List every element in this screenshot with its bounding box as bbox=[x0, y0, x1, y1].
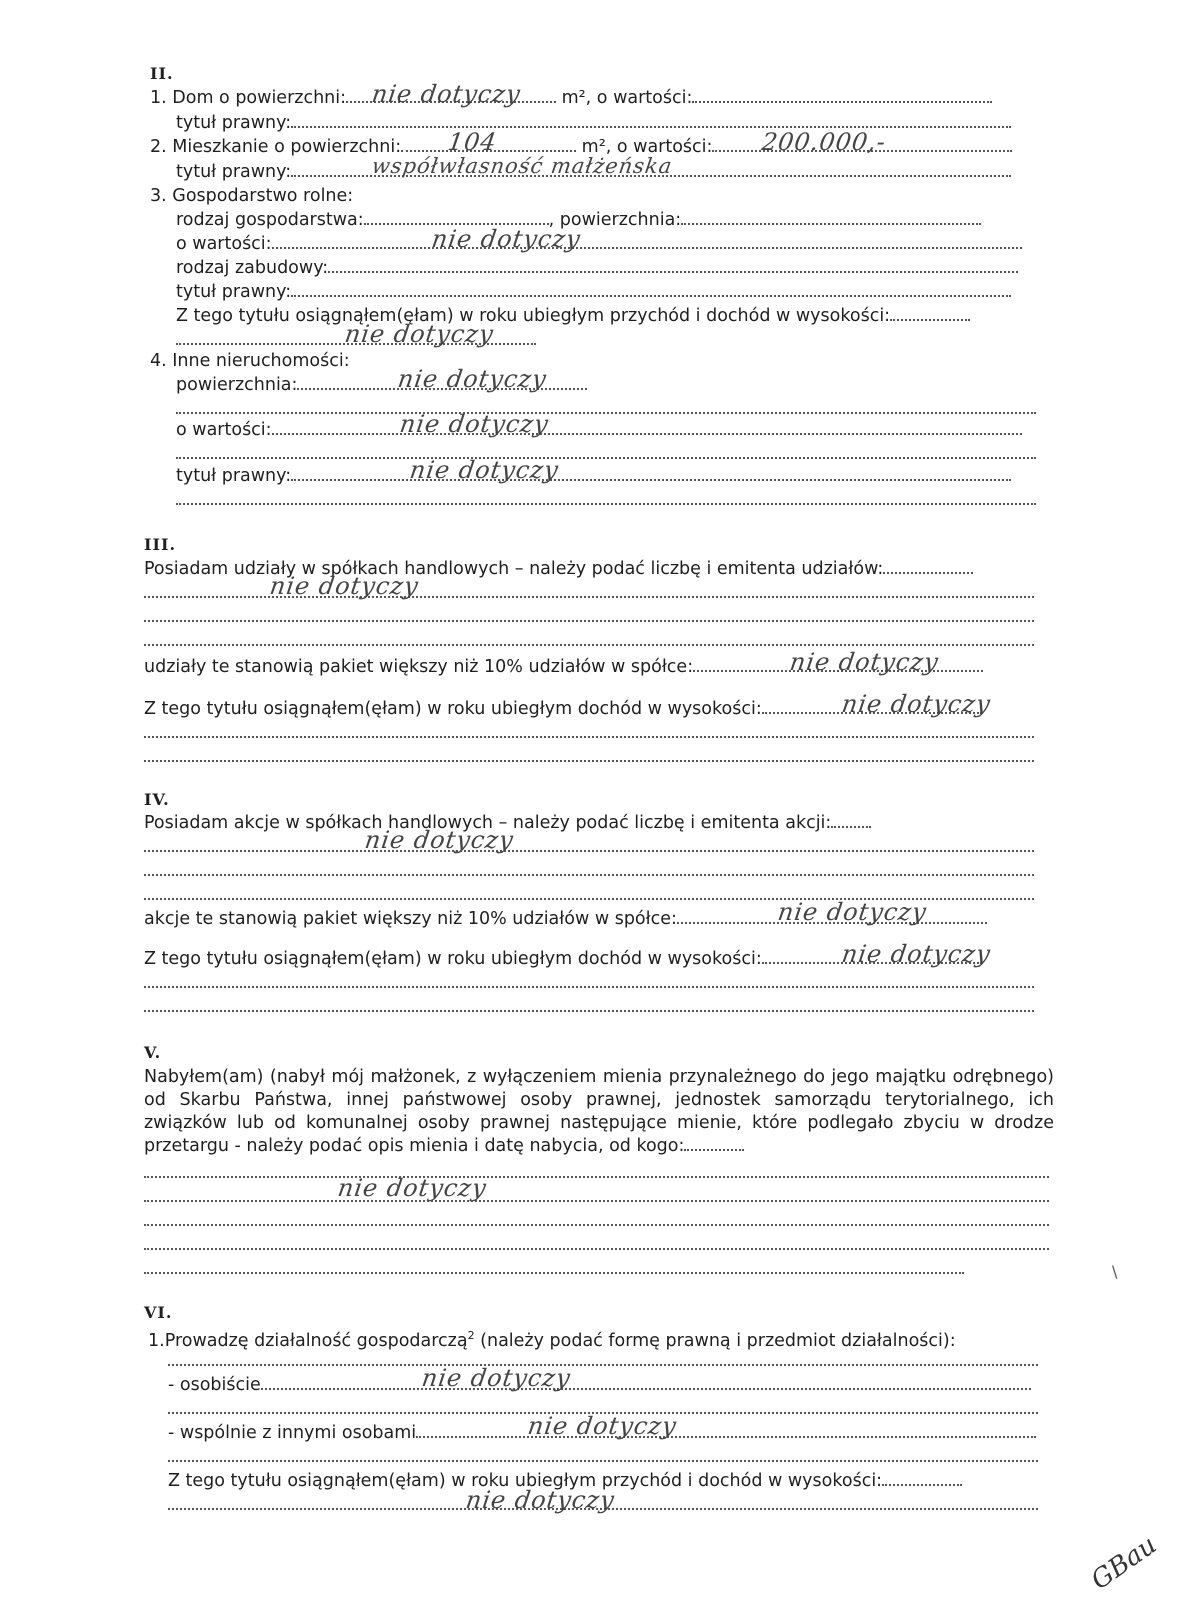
section-iii-title: III. bbox=[144, 535, 177, 554]
mienie-fill-1 bbox=[144, 1162, 1054, 1184]
gospodarstwo-dochod-fill bbox=[176, 329, 1040, 351]
signature: GBau bbox=[1085, 1530, 1163, 1596]
gospodarstwo-tytul-label: tytuł prawny: bbox=[176, 282, 292, 302]
wspolnie-label: - wspólnie z innymi osobami bbox=[168, 1423, 417, 1443]
osobiscie-line bbox=[168, 1374, 1048, 1396]
inne-powierzchnia-fill bbox=[176, 398, 1040, 420]
section-v-title: V. bbox=[144, 1043, 162, 1062]
akcje-line bbox=[144, 812, 1040, 834]
akcje-dochod-fill-1 bbox=[144, 972, 1040, 994]
dzialalnosc-dochod-handwritten: nie dotyczy bbox=[464, 1486, 617, 1514]
udzialy-pakiet-handwritten: nie dotyczy bbox=[788, 648, 941, 676]
akcje-pakiet-handwritten: nie dotyczy bbox=[776, 898, 929, 926]
mienie-fill-2 bbox=[144, 1186, 1054, 1208]
gospodarstwo-wartosc-label: o wartości: bbox=[176, 234, 272, 254]
akcje-label: Posiadam akcje w spółkach handlowych – należy podać liczbę i emitenta akcji: bbox=[144, 813, 832, 833]
osobiscie-label: - osobiście bbox=[168, 1375, 261, 1395]
gospodarstwo-dochod-label: Z tego tytułu osiągnąłem(ęłam) w roku ubiegłym przychód i dochód w wysokości: bbox=[176, 306, 891, 326]
stray-mark: \ bbox=[1112, 1262, 1118, 1281]
akcje-dochod-handwritten: nie dotyczy bbox=[840, 940, 993, 968]
dom-label: 1. Dom o powierzchni: bbox=[150, 88, 347, 108]
gospodarstwo-wartosc-line bbox=[176, 233, 1040, 255]
gospodarstwo-dochod-line bbox=[176, 305, 1040, 327]
gospodarstwo-tytul-line bbox=[176, 281, 1040, 303]
footnote-marker: 2 bbox=[467, 1329, 475, 1342]
inne-wartosc-line bbox=[176, 419, 1040, 441]
mieszkanie-label: 2. Mieszkanie o powierzchni: bbox=[150, 137, 402, 157]
dzialalnosc-fill bbox=[168, 1350, 1048, 1372]
dzialalnosc-dochod-label: Z tego tytułu osiągnąłem(ęłam) w roku ubiegłym przychód i dochód w wysokości: bbox=[168, 1471, 883, 1491]
mienie-handwritten: nie dotyczy bbox=[336, 1174, 489, 1202]
inne-powierzchnia-label: powierzchnia: bbox=[176, 375, 298, 395]
osobiscie-handwritten: nie dotyczy bbox=[420, 1364, 573, 1392]
inne-line: 4. Inne nieruchomości: bbox=[150, 351, 350, 371]
dom-handwritten-value: nie dotyczy bbox=[370, 80, 523, 108]
gospodarstwo-dochod-handwritten: nie dotyczy bbox=[343, 320, 496, 348]
inne-wartosc-label: o wartości: bbox=[176, 420, 272, 440]
udzialy-dochod-fill-2 bbox=[144, 746, 1040, 768]
dzialalnosc-label: 1.Prowadzę działalność gospodarczą bbox=[148, 1330, 468, 1351]
akcje-fill-2 bbox=[144, 860, 1040, 882]
mienie-fill-4 bbox=[144, 1234, 1054, 1256]
dom-tytul-label: tytuł prawny: bbox=[176, 113, 292, 133]
gospodarstwo-handwritten: nie dotyczy bbox=[430, 225, 583, 253]
rodzaj-label: rodzaj gospodarstwa: bbox=[176, 210, 364, 230]
akcje-handwritten: nie dotyczy bbox=[363, 826, 516, 854]
section-vi-title: VI. bbox=[144, 1303, 173, 1322]
inne-powierzchnia-line bbox=[176, 374, 1040, 396]
gospodarstwo-line: 3. Gospodarstwo rolne: bbox=[150, 186, 354, 206]
wspolnie-fill bbox=[168, 1446, 1048, 1468]
udzialy-dochod-fill-1 bbox=[144, 722, 1040, 744]
mienie-fill-5 bbox=[144, 1258, 1054, 1280]
mieszkanie-unit-label: m², o wartości: bbox=[581, 137, 713, 157]
inne-wartosc-handwritten: nie dotyczy bbox=[398, 410, 551, 438]
inne-tytul-line bbox=[176, 465, 1040, 487]
udzialy-pakiet-label: udziały te stanowią pakiet większy niż 10% udziałów w spółce: bbox=[144, 657, 694, 677]
dzialalnosc-label-rest: (należy podać formę prawną i przedmiot działalności): bbox=[474, 1330, 956, 1351]
wspolnie-handwritten: nie dotyczy bbox=[526, 1412, 679, 1440]
udzialy-label: Posiadam udziały w spółkach handlowych – należy podać liczbę i emitenta udziałów: bbox=[144, 559, 884, 579]
mieszkanie-value-handwritten: 200.000,- bbox=[760, 128, 888, 156]
inne-tytul-handwritten: nie dotyczy bbox=[408, 456, 561, 484]
dom-line bbox=[150, 87, 1040, 109]
powierzchnia-label: , powierzchnia: bbox=[548, 210, 682, 230]
inne-tytul-label: tytuł prawny: bbox=[176, 466, 292, 486]
section-iv-title: IV. bbox=[144, 790, 170, 809]
mienie-fill-3 bbox=[144, 1210, 1054, 1232]
udzialy-dochod-handwritten: nie dotyczy bbox=[840, 690, 993, 718]
akcje-pakiet-label: akcje te stanowią pakiet większy niż 10% udziałów w spółce: bbox=[144, 909, 677, 929]
akcje-fill-1 bbox=[144, 836, 1040, 858]
inne-powierzchnia-handwritten: nie dotyczy bbox=[396, 365, 549, 393]
mieszkanie-tytul-label: tytuł prawny: bbox=[176, 162, 292, 182]
mieszkanie-area-handwritten: 104 bbox=[446, 128, 499, 156]
section-ii-title: II. bbox=[150, 64, 174, 83]
udzialy-handwritten: nie dotyczy bbox=[268, 572, 421, 600]
udzialy-fill-2 bbox=[144, 606, 1040, 628]
rodzaj-line bbox=[176, 209, 1040, 231]
mienie-text: Nabyłem(am) (nabył mój małżonek, z wyłączeniem mienia przynależnego do jego majątku odrębnego) od Skarbu Państwa, innej państwowej osoby prawnej, jednostek samorządu terytorialnego, ich związków lub od komunalnej osoby prawnej następujące mienie, które podlegało zbyciu w drodze przetargu - należy podać opis mienia i datę nabycia, od kogo: bbox=[144, 1067, 1054, 1156]
zabudowa-label: rodzaj zabudowy: bbox=[176, 258, 329, 278]
udzialy-dochod-label: Z tego tytułu osiągnąłem(ęłam) w roku ubiegłym dochód w wysokości: bbox=[144, 699, 762, 719]
inne-tytul-fill bbox=[176, 489, 1040, 511]
mienie-paragraph bbox=[144, 1066, 1054, 1158]
dzialalnosc-line bbox=[148, 1325, 1048, 1352]
dom-tytul-line bbox=[176, 112, 1040, 134]
akcje-dochod-fill-2 bbox=[144, 996, 1040, 1018]
mieszkanie-tytul-handwritten: współwłasność małżeńska bbox=[370, 154, 675, 178]
zabudowa-line bbox=[176, 257, 1040, 279]
akcje-dochod-label: Z tego tytułu osiągnąłem(ęłam) w roku ubiegłym dochód w wysokości: bbox=[144, 949, 762, 969]
inne-wartosc-fill bbox=[176, 443, 1040, 465]
dom-unit-label: m², o wartości: bbox=[561, 88, 693, 108]
